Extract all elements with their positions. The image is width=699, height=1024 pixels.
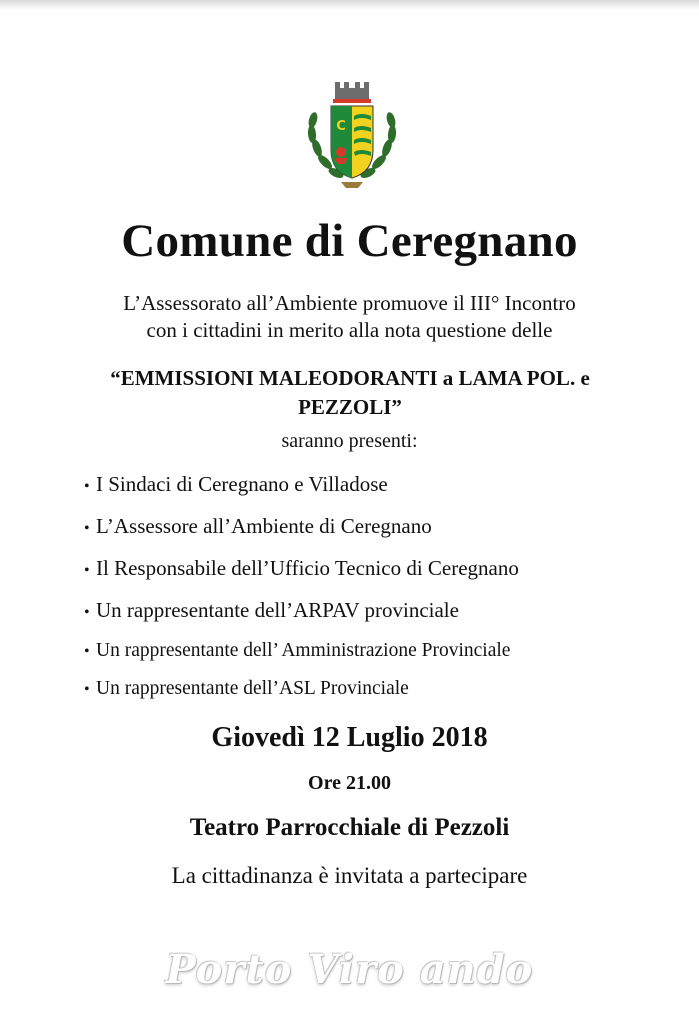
attendee-list [84, 472, 519, 716]
ribbon [341, 182, 363, 188]
attendee-text: Un rappresentante dell’ARPAV provinciale [96, 598, 459, 622]
invitation-text: La cittadinanza è invitata a partecipare [171, 863, 528, 888]
bullet-icon: • [84, 478, 90, 495]
crown [333, 82, 371, 103]
list-item [84, 598, 519, 640]
bullet-icon: • [84, 520, 90, 537]
intro-line-1: L’Assessorato all’Ambiente promuove il III° Incontro [123, 291, 576, 315]
event-time: Ore 21.00 [308, 772, 391, 794]
attendee-text: I Sindaci di Ceregnano e Villadose [96, 472, 388, 496]
attendee-text: Un rappresentante dell’ASL Provinciale [96, 678, 409, 699]
list-item [84, 556, 519, 598]
present-heading: saranno presenti: [281, 430, 418, 452]
event-date: Giovedì 12 Luglio 2018 [211, 722, 488, 753]
bullet-icon: • [84, 562, 90, 579]
list-item [84, 640, 519, 678]
attendee-text: Il Responsabile dell’Ufficio Tecnico di Ceregnano [96, 556, 519, 580]
bullet-icon: • [84, 604, 90, 621]
list-item [84, 472, 519, 514]
crest-letter: C [336, 119, 346, 134]
attendee-text: Un rappresentante dell’ Amministrazione Provinciale [96, 640, 511, 661]
subject-heading: “EMMISSIONI MALEODORANTI a LAMA POL. e PEZZOLI” [110, 366, 590, 419]
coat-of-arms-icon [303, 78, 401, 198]
intro-line-2: con i cittadini in merito alla nota questione delle [146, 318, 553, 342]
top-edge-band [0, 0, 699, 10]
watermark-logo: Porto Viro ando [165, 946, 534, 993]
page-title: Comune di Ceregnano [121, 215, 578, 267]
event-venue: Teatro Parrocchiale di Pezzoli [189, 814, 510, 841]
bullet-icon: • [84, 643, 90, 660]
list-item [84, 678, 519, 716]
attendee-text: L’Assessore all’Ambiente di Ceregnano [96, 514, 432, 538]
list-item [84, 514, 519, 556]
intro-text [0, 290, 699, 344]
bullet-icon: • [84, 681, 90, 698]
